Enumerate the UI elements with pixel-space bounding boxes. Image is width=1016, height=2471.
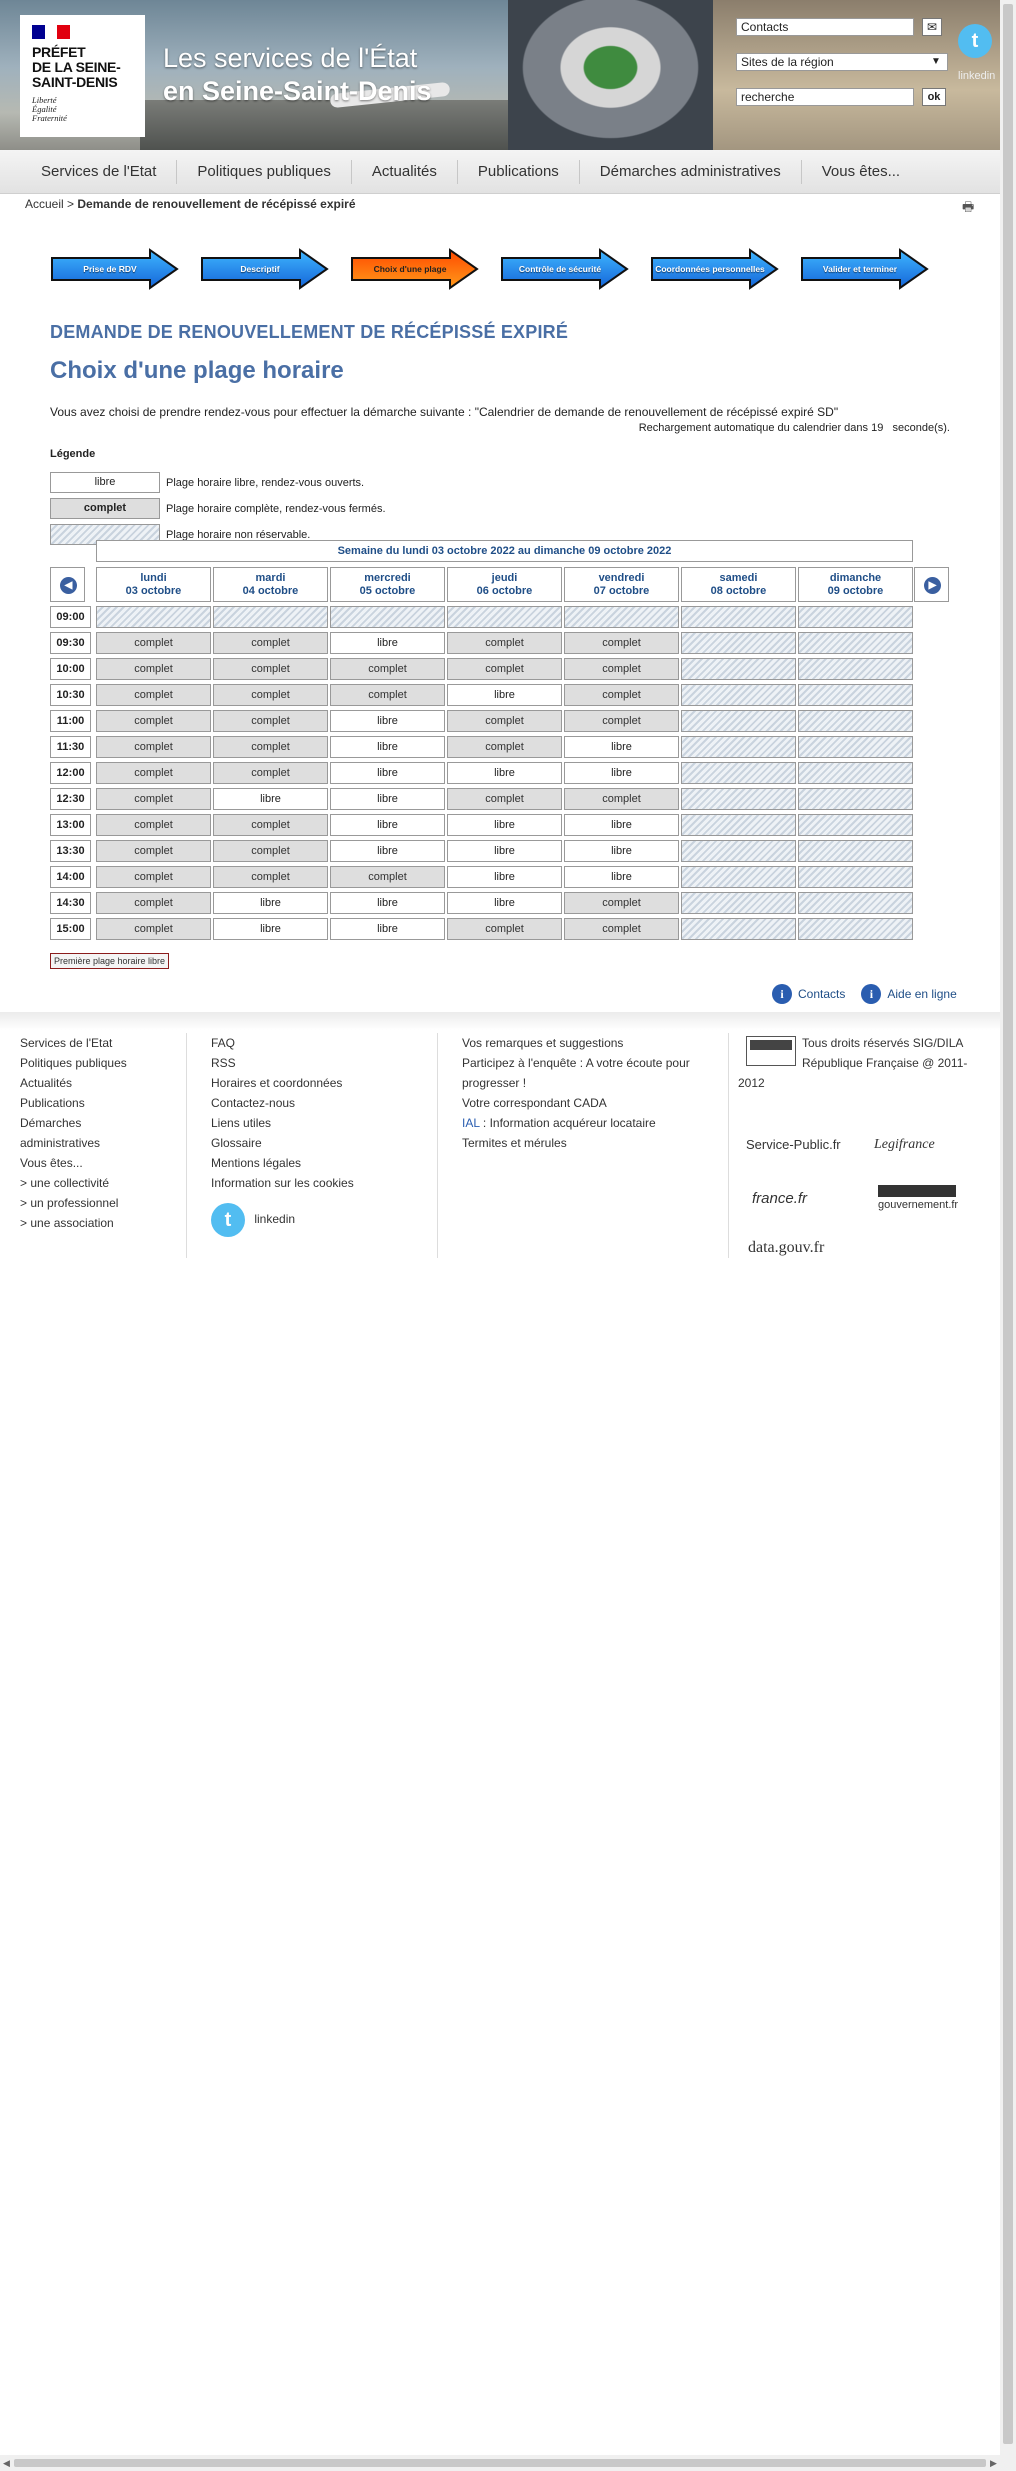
legend-text-na: Plage horaire non réservable.: [166, 528, 311, 541]
next-icon: ▶: [924, 577, 941, 594]
footer-divider: [437, 1033, 438, 1258]
rights-line3: 2012: [738, 1076, 765, 1090]
help-links: [772, 984, 973, 1004]
day-name: mercredi: [364, 572, 411, 584]
sites-select-value: Sites de la région: [741, 55, 834, 69]
step-4: [500, 248, 630, 290]
search-input[interactable]: recherche: [736, 88, 914, 106]
header-banner: [0, 0, 1000, 150]
day-header-lundi: [96, 567, 211, 602]
slot-free[interactable]: libre: [330, 840, 445, 862]
slot-full: complet: [96, 918, 211, 940]
footer-link[interactable]: Information sur les cookies: [211, 1176, 354, 1190]
time-label: 14:00: [50, 866, 91, 888]
slot-unavailable: [681, 918, 796, 940]
day-header-vendredi: [564, 567, 679, 602]
footer-separator: [0, 1012, 1000, 1030]
sites-region-select[interactable]: [736, 53, 948, 71]
footer-link[interactable]: Glossaire: [211, 1136, 262, 1150]
time-label: 09:30: [50, 632, 91, 654]
footer-link[interactable]: Votre correspondant CADA: [462, 1096, 607, 1110]
main-content: [50, 322, 950, 550]
day-header-samedi: [681, 567, 796, 602]
breadcrumb-separator: >: [67, 197, 75, 211]
footer-link[interactable]: Actualités: [20, 1076, 73, 1090]
nav-item-vous-etes[interactable]: Vous êtes...: [821, 162, 901, 180]
footer-link-ial[interactable]: [462, 1113, 690, 1133]
flag-blue: [32, 25, 45, 39]
slot-full: complet: [213, 736, 328, 758]
breadcrumb-home[interactable]: Accueil: [25, 197, 64, 211]
week-title: Semaine du lundi 03 octobre 2022 au dimanche 09 octobre 2022: [96, 540, 913, 562]
vertical-scrollbar[interactable]: [1000, 0, 1016, 2455]
header-tools: [736, 18, 996, 123]
legend-text-free: Plage horaire libre, rendez-vous ouverts.: [166, 476, 365, 489]
slot-unavailable: [798, 762, 913, 784]
nav-item-actualites[interactable]: Actualités: [352, 160, 458, 184]
step-label: Coordonnées personnelles: [655, 264, 765, 274]
footer-col-info: [211, 1033, 354, 1237]
time-label: 10:30: [50, 684, 91, 706]
footer-link[interactable]: Termites et mérules: [462, 1136, 567, 1150]
slot-full: complet: [96, 892, 211, 914]
slot-full: complet: [96, 866, 211, 888]
slot-full: complet: [213, 840, 328, 862]
day-name: mardi: [255, 572, 286, 584]
slot-free[interactable]: libre: [447, 892, 562, 914]
horizontal-scrollbar[interactable]: [0, 2455, 1016, 2471]
prefet-logo[interactable]: [20, 15, 145, 137]
slot-full: complet: [213, 632, 328, 654]
time-label: 15:00: [50, 918, 91, 940]
slot-full: complet: [96, 710, 211, 732]
breadcrumb-current: Demande de renouvellement de récépissé expiré: [77, 197, 356, 211]
slot-free[interactable]: libre: [564, 814, 679, 836]
slot-full: complet: [96, 840, 211, 862]
banner-stadium: [508, 0, 713, 150]
footer-link[interactable]: Participez à l'enquête : A votre écoute pour: [462, 1056, 690, 1070]
motto-line: Égalité: [32, 104, 57, 114]
footer-link[interactable]: RSS: [211, 1056, 236, 1070]
first-free-slot-button[interactable]: Première plage horaire libre: [50, 953, 169, 969]
slot-full: complet: [564, 892, 679, 914]
slot-unavailable: [798, 892, 913, 914]
scroll-right-icon[interactable]: ▶: [990, 2458, 997, 2468]
footer-link[interactable]: Liens utiles: [211, 1116, 272, 1130]
nav-item-demarches[interactable]: Démarches administratives: [580, 160, 802, 184]
rights-line1: Tous droits réservés SIG/DILA: [802, 1036, 964, 1050]
contacts-link[interactable]: Contacts: [798, 987, 846, 1001]
step-6: [800, 248, 930, 290]
slot-free[interactable]: libre: [213, 918, 328, 940]
slot-free[interactable]: libre: [213, 788, 328, 810]
slot-unavailable: [681, 840, 796, 862]
legend: [50, 472, 950, 545]
intro-text: Vous avez choisi de prendre rendez-vous pour effectuer la démarche suivante : "Calendrier de demande de renouvellement de récépissé expiré SD": [50, 405, 839, 419]
day-date: 06 octobre: [476, 585, 533, 597]
service-public-logo[interactable]: Service-Public.fr: [746, 1137, 841, 1152]
slot-full: complet: [213, 762, 328, 784]
previous-icon: ◀: [60, 577, 77, 594]
day-name: jeudi: [491, 572, 518, 584]
print-icon[interactable]: 🖶: [962, 199, 975, 214]
main-nav: [0, 150, 1000, 194]
search-ok-button[interactable]: ok: [922, 88, 946, 106]
legend-box-full: complet: [50, 498, 160, 519]
slot-unavailable: [681, 814, 796, 836]
slot-free[interactable]: libre: [447, 866, 562, 888]
slot-unavailable: [798, 788, 913, 810]
site-title-line2: en Seine-Saint-Denis: [163, 76, 432, 106]
day-date: 04 octobre: [242, 585, 299, 597]
slot-full: complet: [96, 684, 211, 706]
slot-unavailable: [798, 684, 913, 706]
slot-full: complet: [213, 684, 328, 706]
slot-full: complet: [96, 762, 211, 784]
day-header-mercredi: [330, 567, 445, 602]
horizontal-scroll-thumb[interactable]: [14, 2459, 986, 2467]
step-1: [50, 248, 180, 290]
step-3: [350, 248, 480, 290]
reload-notice: [50, 422, 950, 434]
ial-text: : Information acquéreur locataire: [482, 1116, 656, 1130]
slot-unavailable: [213, 606, 328, 628]
rights-line2: République Française @ 2011-: [802, 1056, 968, 1070]
gouvernement-logo[interactable]: gouvernement.fr: [878, 1185, 956, 1211]
motto-line: Liberté: [32, 95, 57, 105]
motto-line: Fraternité: [32, 113, 67, 123]
logo-title-line: SAINT-DENIS: [32, 74, 118, 90]
step-label: Prise de RDV: [83, 264, 137, 274]
slot-full: complet: [447, 632, 562, 654]
day-date: 09 octobre: [827, 585, 884, 597]
footer-link[interactable]: > une association: [20, 1216, 114, 1230]
slot-full: complet: [213, 814, 328, 836]
linkedin-icon[interactable]: linkedin: [254, 1212, 296, 1227]
footer-link[interactable]: FAQ: [211, 1036, 236, 1050]
mail-icon[interactable]: ✉: [922, 18, 942, 36]
slot-unavailable: [798, 840, 913, 862]
footer-link[interactable]: administratives: [20, 1136, 101, 1150]
info-icon: i: [861, 984, 881, 1004]
legend-box-free: libre: [50, 472, 160, 493]
footer-link[interactable]: Mentions légales: [211, 1156, 302, 1170]
slot-full: complet: [213, 658, 328, 680]
slot-unavailable: [798, 632, 913, 654]
rights-text: [738, 1033, 988, 1093]
footer-link[interactable]: Contactez-nous: [211, 1096, 296, 1110]
site-title[interactable]: [163, 42, 432, 108]
slot-unavailable: [681, 606, 796, 628]
steps-bar: [50, 248, 950, 293]
slot-full: complet: [447, 710, 562, 732]
slot-full: complet: [564, 918, 679, 940]
next-week-button[interactable]: [914, 567, 949, 602]
flag-white: [45, 25, 58, 39]
footer-link[interactable]: Services de l'Etat: [20, 1036, 113, 1050]
slot-full: complet: [564, 632, 679, 654]
slot-free[interactable]: libre: [330, 632, 445, 654]
logo-title: [32, 45, 133, 90]
chevron-down-icon: ▼: [931, 56, 941, 67]
slot-unavailable: [447, 606, 562, 628]
flag-icon: [32, 25, 70, 39]
slot-free[interactable]: libre: [330, 918, 445, 940]
slot-unavailable: [798, 658, 913, 680]
day-name: samedi: [719, 572, 758, 584]
logo-motto: [32, 96, 133, 123]
aide-en-ligne-link[interactable]: Aide en ligne: [887, 987, 957, 1001]
slot-unavailable: [681, 762, 796, 784]
day-date: 07 octobre: [593, 585, 650, 597]
step-label: Valider et terminer: [822, 264, 898, 274]
time-label: 13:30: [50, 840, 91, 862]
slot-unavailable: [798, 710, 913, 732]
reload-prefix: Rechargement automatique du calendrier dans: [638, 422, 869, 434]
slot-full: complet: [564, 658, 679, 680]
step-label: Contrôle de sécurité: [518, 264, 602, 274]
slot-free[interactable]: libre: [330, 814, 445, 836]
day-date: 05 octobre: [359, 585, 416, 597]
slot-free[interactable]: libre: [330, 788, 445, 810]
day-name: dimanche: [829, 572, 882, 584]
slot-unavailable: [681, 632, 796, 654]
site-title-line1: Les services de l'État: [163, 43, 418, 73]
slot-full: complet: [96, 814, 211, 836]
slot-unavailable: [681, 866, 796, 888]
time-label: 10:00: [50, 658, 91, 680]
footer-link[interactable]: Vos remarques et suggestions: [462, 1036, 624, 1050]
day-header-jeudi: [447, 567, 562, 602]
slot-free[interactable]: libre: [447, 762, 562, 784]
footer-link[interactable]: > une collectivité: [20, 1176, 110, 1190]
slot-free[interactable]: libre: [447, 814, 562, 836]
time-label: 11:30: [50, 736, 91, 758]
info-icon: i: [772, 984, 792, 1004]
legend-text-full: Plage horaire complète, rendez-vous fermés.: [166, 502, 386, 515]
slot-unavailable: [681, 736, 796, 758]
slot-unavailable: [798, 866, 913, 888]
step-5: [650, 248, 780, 290]
slot-full: complet: [564, 788, 679, 810]
logo-title-line: PRÉFET: [32, 44, 86, 60]
day-date: 03 octobre: [125, 585, 182, 597]
legend-title: Légende: [50, 448, 96, 460]
footer-divider: [728, 1033, 729, 1258]
time-label: 13:00: [50, 814, 91, 836]
slot-unavailable: [681, 684, 796, 706]
footer-link[interactable]: > un professionnel: [20, 1196, 119, 1210]
footer-link[interactable]: Vous êtes...: [20, 1156, 83, 1170]
footer-col-nav: [20, 1033, 127, 1233]
footer-col-participation: [462, 1033, 690, 1153]
footer-link[interactable]: Horaires et coordonnées: [211, 1076, 343, 1090]
slot-free[interactable]: libre: [564, 866, 679, 888]
slot-free[interactable]: libre: [330, 892, 445, 914]
slot-free[interactable]: libre: [447, 840, 562, 862]
slot-unavailable: [681, 892, 796, 914]
footer-divider: [186, 1033, 187, 1258]
slot-full: complet: [96, 632, 211, 654]
step-label: Choix d'une plage: [373, 264, 447, 274]
slot-full: complet: [96, 788, 211, 810]
step-label: Descriptif: [240, 264, 280, 274]
step-2: [200, 248, 330, 290]
footer: [0, 1033, 1000, 1263]
slot-free[interactable]: libre: [564, 736, 679, 758]
day-name: vendredi: [598, 572, 645, 584]
slot-full: complet: [213, 866, 328, 888]
slot-free[interactable]: libre: [330, 710, 445, 732]
slot-full: complet: [330, 658, 445, 680]
day-header-mardi: [213, 567, 328, 602]
slot-unavailable: [798, 736, 913, 758]
slot-full: complet: [447, 788, 562, 810]
slot-full: complet: [564, 710, 679, 732]
slot-unavailable: [96, 606, 211, 628]
reload-seconds: 19: [871, 422, 884, 434]
time-label: 12:30: [50, 788, 91, 810]
logo-title-line: DE LA SEINE-: [32, 59, 121, 75]
slot-free[interactable]: libre: [330, 762, 445, 784]
slot-full: complet: [213, 710, 328, 732]
twitter-icon[interactable]: t: [211, 1203, 245, 1237]
slot-full: complet: [564, 684, 679, 706]
slot-unavailable: [798, 918, 913, 940]
slot-full: complet: [330, 684, 445, 706]
slot-full: complet: [96, 736, 211, 758]
slot-free[interactable]: libre: [564, 840, 679, 862]
footer-link[interactable]: progresser !: [462, 1076, 527, 1090]
time-label: 11:00: [50, 710, 91, 732]
slot-unavailable: [798, 606, 913, 628]
slot-free[interactable]: libre: [447, 684, 562, 706]
day-header-dimanche: [798, 567, 913, 602]
nav-item-politiques[interactable]: Politiques publiques: [177, 160, 351, 184]
time-label: 12:00: [50, 762, 91, 784]
linkedin-icon[interactable]: linkedin: [958, 70, 996, 82]
demarche-title: DEMANDE DE RENOUVELLEMENT DE RÉCÉPISSÉ EXPIRÉ: [50, 322, 569, 342]
slot-unavailable: [330, 606, 445, 628]
slot-unavailable: [798, 814, 913, 836]
previous-week-button[interactable]: [50, 567, 85, 602]
slot-free[interactable]: libre: [213, 892, 328, 914]
day-name: lundi: [140, 572, 167, 584]
ial-label: IAL: [462, 1116, 480, 1130]
slot-unavailable: [681, 658, 796, 680]
data-gouv-logo[interactable]: data.gouv.fr: [748, 1239, 825, 1256]
slot-full: complet: [330, 866, 445, 888]
flag-red: [57, 25, 70, 39]
slot-full: complet: [447, 918, 562, 940]
day-date: 08 octobre: [710, 585, 767, 597]
time-label: 14:30: [50, 892, 91, 914]
twitter-icon[interactable]: t: [958, 24, 992, 58]
slot-full: complet: [447, 658, 562, 680]
page-title: Choix d'une plage horaire: [50, 357, 344, 384]
time-label: 09:00: [50, 606, 91, 628]
slot-free[interactable]: libre: [330, 736, 445, 758]
slot-unavailable: [564, 606, 679, 628]
footer-link[interactable]: Publications: [20, 1096, 85, 1110]
nav-item-publications[interactable]: Publications: [458, 160, 580, 184]
slot-full: complet: [447, 736, 562, 758]
nav-item-services[interactable]: Services de l'Etat: [21, 160, 177, 184]
footer-link[interactable]: Démarches: [20, 1116, 82, 1130]
breadcrumb: [25, 197, 356, 211]
slot-free[interactable]: libre: [564, 762, 679, 784]
legifrance-logo[interactable]: Legifrance: [874, 1137, 935, 1152]
slot-unavailable: [681, 710, 796, 732]
contacts-field[interactable]: Contacts: [736, 18, 914, 36]
reload-suffix: seconde(s).: [892, 422, 950, 434]
slot-full: complet: [96, 658, 211, 680]
france-fr-logo[interactable]: france.fr: [752, 1190, 808, 1207]
scroll-left-icon[interactable]: ◀: [3, 2458, 10, 2468]
footer-link[interactable]: Politiques publiques: [20, 1056, 127, 1070]
vertical-scroll-thumb[interactable]: [1003, 4, 1013, 2444]
slot-unavailable: [681, 788, 796, 810]
